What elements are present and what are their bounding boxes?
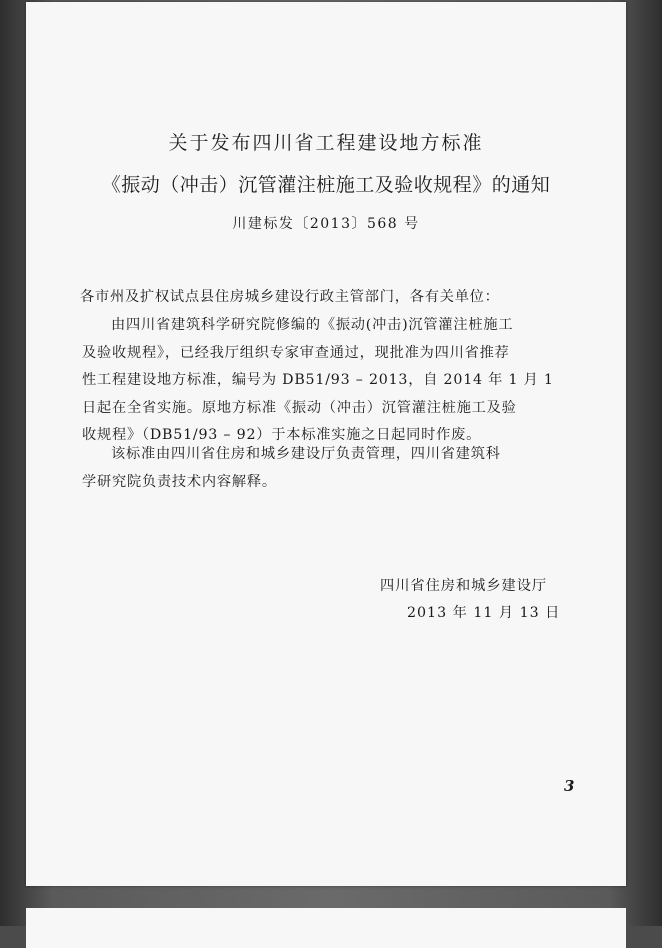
paragraph-2-line: 该标准由四川省住房和城乡建设厅负责管理，四川省建筑科 — [111, 446, 501, 462]
document-number: 川建标发〔2013〕568 号 — [232, 216, 420, 232]
paragraph-2-line: 学研究院负责技术内容解释。 — [82, 473, 277, 490]
paragraph-1-line: 性工程建设地方标准，编号为 DB51/93 – 2013，自 2014 年 1 月 1 — [82, 372, 554, 389]
paragraph-1-line: 由四川省建筑科学研究院修编的《振动(冲击)沉管灌注桩施工 — [111, 317, 514, 333]
document-page[interactable] — [26, 2, 626, 886]
paragraph-1 — [82, 312, 594, 450]
title-line-1: 关于发布四川省工程建设地方标准 — [168, 132, 484, 154]
page-number: 3 — [564, 777, 575, 795]
issue-date: 2013 年 11 月 13 日 — [407, 605, 561, 621]
salutation: 各市州及扩权试点县住房城乡建设行政主管部门，各有关单位： — [80, 289, 500, 305]
next-page-edge[interactable] — [26, 908, 626, 948]
paragraph-1-line: 及验收规程》，已经我厅组织专家审查通过，现批准为四川省推荐 — [82, 344, 510, 361]
signer: 四川省住房和城乡建设厅 — [380, 578, 548, 594]
paragraph-2 — [82, 441, 594, 496]
paragraph-1-line: 收规程》（DB51/93 – 92）于本标准实施之日起同时作废。 — [82, 427, 482, 444]
paragraph-1-line: 日起在全省实施。原地方标准《振动（冲击）沉管灌注桩施工及验 — [82, 399, 517, 416]
title-line-2: 《振动（冲击）沉管灌注桩施工及验收规程》的通知 — [101, 174, 551, 196]
